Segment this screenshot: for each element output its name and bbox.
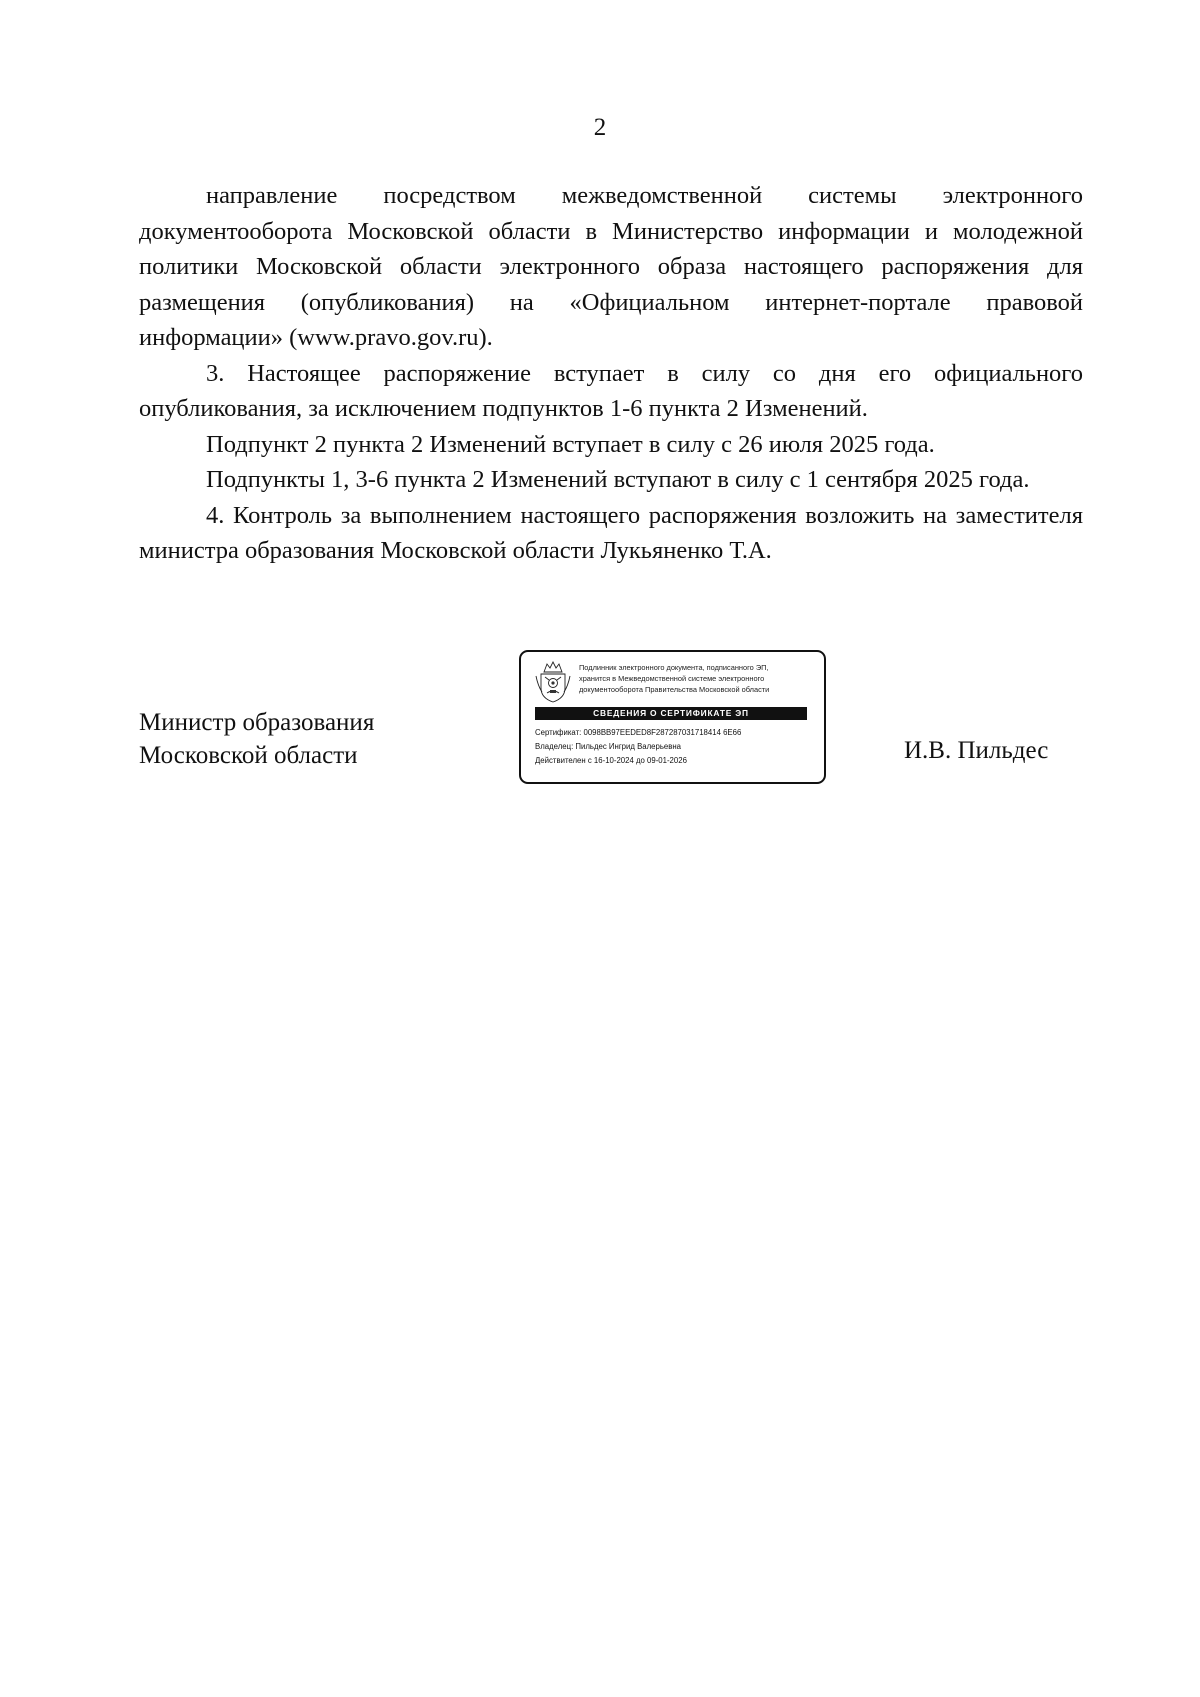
paragraph-subitems-effective: Подпункты 1, 3-6 пункта 2 Изменений вступают в силу с 1 сентября 2025 года.: [206, 466, 1030, 493]
electronic-signature-stamp: [519, 650, 826, 784]
signer-title: [139, 706, 374, 772]
stamp-header-line-3: документооборота Правительства Московской области: [579, 685, 770, 694]
document-body: [139, 178, 1083, 569]
stamp-validity: Действителен с 16-10-2024 до 09-01-2026: [535, 756, 687, 765]
stamp-owner: Владелец: Пильдес Ингрид Валерьевна: [535, 742, 682, 751]
stamp-header-line-1: Подлинник электронного документа, подписанного ЭП,: [579, 663, 769, 672]
moscow-oblast-coat-of-arms-icon: [535, 660, 571, 704]
paragraph-item-3: 3. Настоящее распоряжение вступает в силу со дня его официального опубликования, за исключением подпунктов 1-6 пункта 2 Изменений.: [139, 359, 1083, 422]
paragraph-item-4: 4. Контроль за выполнением настоящего распоряжения возложить на заместителя министра образования Московской области Лукьяненко Т.А.: [139, 501, 1083, 564]
stamp-banner: СВЕДЕНИЯ О СЕРТИФИКАТЕ ЭП: [535, 707, 807, 720]
signer-title-line-1: Министр образования: [139, 709, 375, 736]
stamp-details: [535, 726, 815, 768]
paragraph-publication-continuation: направление посредством межведомственной системы электронного документооборота Московской области в Министерство информации и молодежной политики Московской области электронного образа настоящего распоряжения для размещения (опубликования) на «Официальном интернет-портале правовой информации» (www.pravo.gov.ru).: [139, 182, 1083, 351]
page-number: 2: [593, 114, 607, 141]
stamp-certificate: Сертификат: 0098BB97EEDED8F287287031718414 6E66: [535, 728, 742, 737]
stamp-header: [579, 662, 821, 695]
signer-name: И.В. Пильдес: [904, 737, 1049, 764]
paragraph-subitem-2-effective: Подпункт 2 пункта 2 Изменений вступает в силу с 26 июля 2025 года.: [206, 430, 935, 458]
signer-title-line-2: Московской области: [139, 742, 358, 769]
stamp-header-line-2: хранится в Межведомственной системе электронного: [579, 674, 765, 683]
